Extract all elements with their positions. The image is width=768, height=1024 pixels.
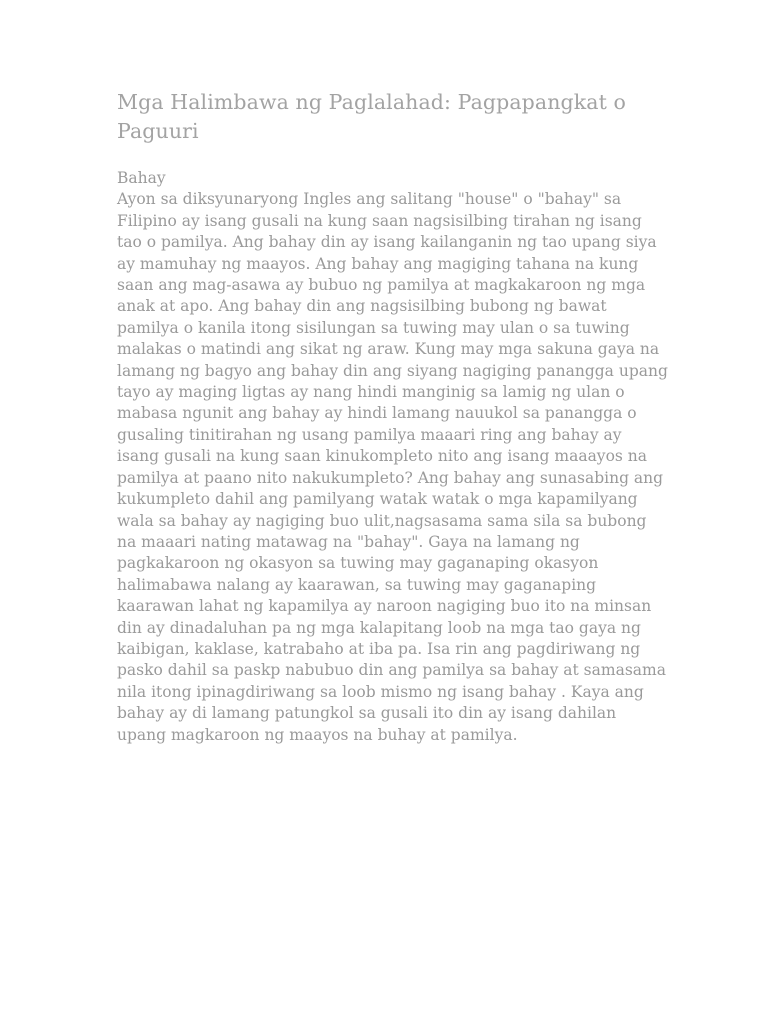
page-title: Mga Halimbawa ng Paglalahad: Pagpapangkat o Paguuri <box>117 90 626 143</box>
body-paragraph: Ayon sa diksyunaryong Ingles ang salitang "house" o "bahay" sa Filipino ay isang gusali na kung saan nagsisilbing tirahan ng isang tao o pamilya. Ang bahay din ay isang kailanganin ng tao upang siya ay mamuhay ng maayos. Ang bahay ang magiging tahana na kung saan ang mag-asawa ay bubuo ng pamilya at magkakaroon ng mga anak at apo. Ang bahay din ang nagsisilbing bubong ng bawat pamilya o kanila itong sisilungan sa tuwing may ulan o sa tuwing malakas o matindi ang sikat ng araw. Kung may mga sakuna gaya na lamang ng bagyo ang bahay din ang siyang nagiging panangga upang tayo ay maging ligtas ay nang hindi manginig sa lamig ng ulan o mabasa ngunit ang bahay ay hindi lamang nauukol sa panangga o gusaling tinitirahan ng usang pamilya maaari ring ang bahay ay isang gusali na kung saan kinukompleto nito ang isang maaayos na pamilya at paano nito nakukumpleto? Ang bahay ang sunasabing ang kukumpleto dahil ang pamilyang watak watak o mga kapamilyang wala sa bahay ay nagiging buo ulit,nagsasama sama sila sa bubong na maaari nating matawag na "bahay". Gaya na lamang ng pagkakaroon ng okasyon sa tuwing may gaganaping okasyon halimabawa nalang ay kaarawan, sa tuwing may gaganaping kaarawan lahat ng kapamilya ay naroon nagiging buo ito na minsan din ay dinadaluhan pa ng mga kalapitang loob na mga tao gaya ng kaibigan, kaklase, katrabaho at iba pa. Isa rin ang pagdiriwang ng pasko dahil sa paskp nabubuo din ang pamilya sa bahay at samasama nila itong ipinagdiriwang sa loob mismo ng isang bahay . Kaya ang bahay ay di lamang patungkol sa gusali ito din ay isang dahilan upang magkaroon ng maayos na buhay at pamilya. <box>117 190 668 744</box>
section-heading: Bahay <box>117 169 166 187</box>
